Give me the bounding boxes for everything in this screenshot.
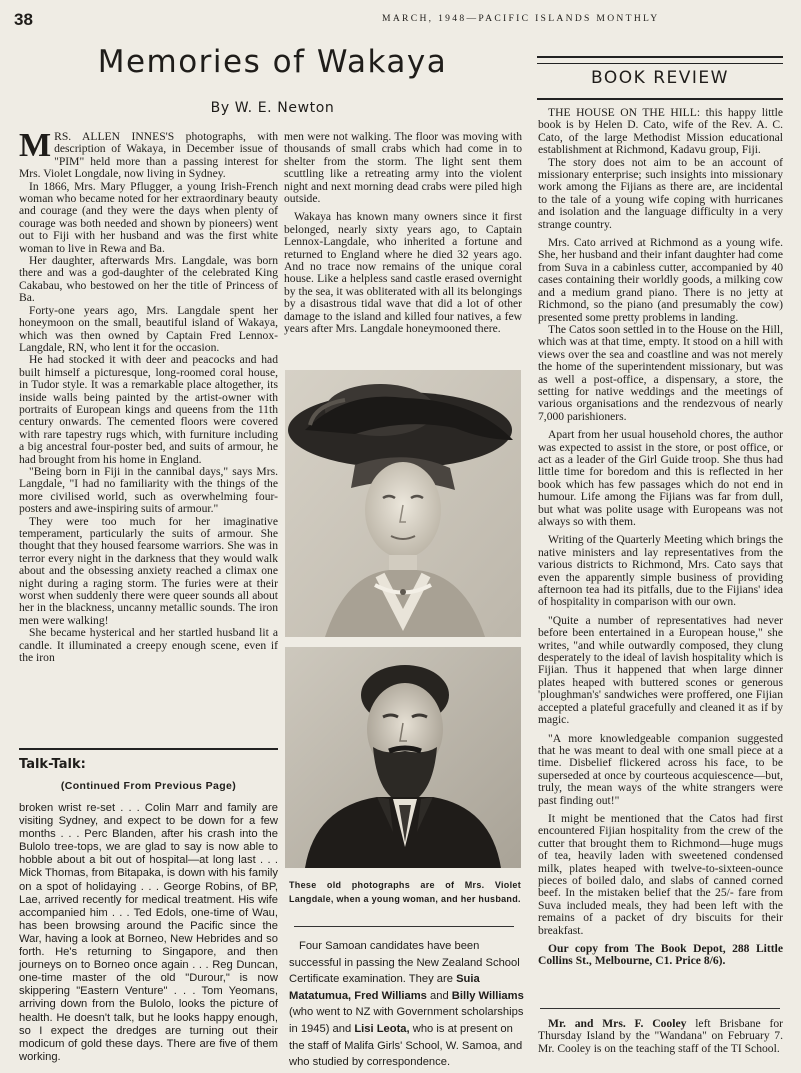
cooley-names: Mr. and Mrs. F. Cooley	[548, 1017, 687, 1030]
article-paragraph-1: MRS. ALLEN INNES'S photographs, with description of Wakaya, in December issue of "PIM" held more than a passing interest for Mrs. Violet Longdale, now living in Sydney.	[19, 127, 278, 181]
book-review-separator	[540, 1008, 780, 1009]
photo-caption: These old photographs are of Mrs. Violet Langdale, when a young woman, and her husband.	[289, 880, 521, 904]
talk-talk-rule	[19, 748, 278, 750]
book-review-column	[538, 107, 783, 968]
column-separator	[294, 926, 514, 927]
photo-mrs-langdale	[285, 370, 521, 637]
book-review-paragraph-3: Mrs. Cato arrived at Richmond as a young wife. She, her husband and their infant daughter had come from Suva in a cabinless cutter, accompanied by 40 cases containing their worldly goods, a milking cow and a medium grand piano. There is no jetty at Richmond, so the piano (and presumably the cow) presented some pretty problems in landing.	[538, 236, 783, 324]
article-paragraph-10: Wakaya has known many owners since it first belonged, nearly sixty years ago, to Captain Lennox-Langdale, who inherited a fortune and returned to England where he died 32 years ago. And no trace now remains of the unique coral house. Like a helpless sand castle erased overnight by the sea, it was obliterated with all its belongings by a disastrous tidal wave that did a lot of other damage to the island and killed four natives, a few years after Mrs. Langdale honeymooned there.	[284, 210, 522, 336]
book-review-paragraph-9: It might be mentioned that the Catos had first encountered Fijian hospitality from the crew of the cutter that brought them to Richmond—huge mugs of tea, heavily laden with sweetened condensed milk, plates heaped with twelve-to-sixteen-ounce pieces of boiled dalo, and slabs of canned corned beef. In the mistaken belief that the 25/- fare from Suva included meals, they had been left with the remains of a packet of dry biscuits for their breakfast.	[538, 811, 783, 937]
book-review-paragraph-6: Writing of the Quarterly Meeting which brings the native ministers and lay representatives from the various districts to Richmond, Mrs. Cato says that even the apparently simple business of providing afternoon tea had its pitfalls, due to the Fijians' idea of hospitality in comparison with our own.	[538, 533, 783, 609]
article-title: Memories of Wakaya	[97, 44, 448, 80]
book-review-heading: BOOK REVIEW	[591, 68, 729, 88]
photo-mr-langdale	[285, 647, 521, 868]
book-review-paragraph-5: Apart from her usual household chores, the author was expected to assist in the store, or post office, or act as a leader of the Girl Guide troop. She thus had little time for boredom and this is reflected in her book which has few passages which do not end in humour. Life among the Fijians was far from dull, but what was polite usage with Europeans was not always so with them.	[538, 428, 783, 528]
article-column-1	[19, 127, 278, 665]
article-paragraph-2: In 1866, Mrs. Mary Pflugger, a young Irish-French woman who became noted for her extraordinary beauty and courage (and they were the days when plenty of courage was both needed and shown by pioneers) went out to Fiji with her husband and was the first white woman to live in Rewa and Ba.	[19, 179, 278, 255]
page-number: 38	[14, 10, 33, 29]
running-head: MARCH, 1948—PACIFIC ISLANDS MONTHLY	[382, 13, 660, 24]
book-review-source: Our copy from The Book Depot, 288 Little Collins St., Melbourne, C1. Price 8/6).	[538, 942, 783, 968]
talk-talk-heading: Talk-Talk:	[19, 757, 86, 772]
samoa-news-item: Four Samoan candidates have been successful in passing the New Zealand School Certificate examination. They are Suia Matatumua, Fred Williams and Billy Williams (who went to NZ with Government scholarships in 1945) and Lisi Leota, who is at present on the staff of Malifa Girls' School, W. Samoa, and who studied by correspondence.	[289, 940, 524, 1069]
samoa-name-3: Lisi Leota,	[354, 1022, 410, 1035]
article-paragraph-4: Forty-one years ago, Mrs. Langdale spent her honeymoon on the small, beautiful island of Wakaya, which was then owned by Captain Fred Lennox-Langdale, RN, who lent it for the occasion.	[19, 303, 278, 354]
article-paragraph-5: He had stocked it with deer and peacocks and had built himself a picturesque, long-roomed coral house, in Tudor style. It was a remarkable place altogether, its inside walls being painted by the artist-owner with portraits of European kings and queens from the 11th century onwards. The cemented floors were covered with rare tapestry rugs which, with furniture including a big ancestral four-poster bed, and suits of armour, he had brought from his home in England.	[19, 353, 278, 466]
book-review-paragraph-4: The Catos soon settled in to the House on the Hill, which was at that time, empty. It stood on a hill with views over the sea and coastline and was not merely the home of the superintendent missionary, but was as well a post-office, a dispensary, a store, the setting for native weddings and the meetings of various organisations and the rendezvous of nearly 7,000 parishioners.	[538, 322, 783, 423]
article-paragraph-6: "Being born in Fiji in the cannibal days," says Mrs. Langdale, "I had no familiarity with the things of the more civilised world, such as overwhelming four-posters and awe-inspiring suits of armour."	[19, 464, 278, 516]
book-review-top-rule	[537, 56, 783, 58]
book-review-paragraph-2: The story does not aim to be an account of missionary enterprise; such insights into missionary work among the Fijians as there are, are incidental to the tale of a young wife coping with hurricanes and isolation and the language difficulty in a very strange country.	[538, 155, 783, 231]
article-column-2	[284, 131, 522, 336]
book-review-paragraph-7: "Quite a number of representatives had never before been entertained in a European house," she writes, "and while outwardly composed, they clung desperately to the ideal of lavish hospitality which is Fijian. Thus it happened that when large dinner plates heaped with buttered scones or generous 'ploughman's' sandwiches were proffered, one Fijian accepted a plateful gracefully and cleaned it as if by magic.	[538, 613, 783, 727]
samoa-name-1: Suia Matatumua, Fred Williams	[289, 973, 480, 1002]
article-paragraph-3: Her daughter, afterwards Mrs. Langdale, was born there and was a god-daughter of the celebrated King Cakabau, who bestowed on her the title of Princess of Ba.	[19, 254, 278, 305]
cooley-news-item: Mr. and Mrs. F. Cooley left Brisbane for Thursday Island by the "Wandana" on February 7. Mr. Cooley is on the teaching staff of the TI School.	[538, 1017, 783, 1055]
article-byline: By W. E. Newton	[210, 100, 335, 116]
article-paragraph-7: They were too much for her imaginative temperament, particularly the suits of armour. She thought that they housed fearsome warriors. She was in terror every night in the darkness that they would walk about and the obsessing anxiety reached a climax one night during a raging storm. The furies were at their worst when suddenly there were queer sounds all about her in the blackness, uncanny metallic sounds. The iron men were walking!	[19, 514, 278, 627]
article-paragraph-9: men were not walking. The floor was moving with thousands of small crabs which had come in to shelter from the storm. The light sent them scuttling like a retreating army into the violent night and next morning dead crabs were piled high outside.	[284, 130, 522, 206]
book-review-paragraph-1: THE HOUSE ON THE HILL: this happy little book is by Helen D. Cato, wife of the Rev. A. C. Cato, of the large Methodist Mission educational establishment at Richmond, Kadavu group, Fiji.	[538, 106, 783, 157]
drop-cap: M	[19, 127, 52, 164]
talk-talk-continued: (Continued From Previous Page)	[60, 780, 237, 792]
talk-talk-body: broken wrist re-set . . . Colin Marr and family are visiting Sydney, and expect to be down for a few months . . . Perc Blanden, after his crash into the Bulolo tree-tops, we are glad to say is now able to hobble about a bit out of hospital—at long last . . . Mick Thomas, from Bitapaka, is down with his family on a spot of holidaying . . . George Robins, of BP, Lae, arrived recently for medical treatment. His wife accompanied him . . . Ted Edols, one-time of Wau, has been browsing around the Pacific since the War, having a look at Borneo, New Hebrides and so forth. He's returning to Singapore, and then journeys on to Borneo once again . . . Reg Duncan, one-time master of the old "Durour," is now skippering "Eastern Venture" . . . Tom Yeomans, arriving down from the Bulolo, looks the picture of health. He doesn't talk, but he looks happy enough, so I expect the dredges are turning out their modicum of gold these days. There are five of them working.	[19, 802, 278, 1063]
samoa-name-2: Billy Williams	[451, 989, 524, 1002]
article-paragraph-8: She became hysterical and her startled husband lit a candle. It illuminated a creepy enough scene, even if the iron	[19, 626, 278, 665]
book-review-paragraph-8: "A more knowledgeable companion suggested that he was meant to deal with one small piece at a time. Disbelief flickered across his face, to be superseded at once by courteous acquiescence—but, truly, the mean ways of the white strangers were past finding out!"	[538, 731, 783, 807]
